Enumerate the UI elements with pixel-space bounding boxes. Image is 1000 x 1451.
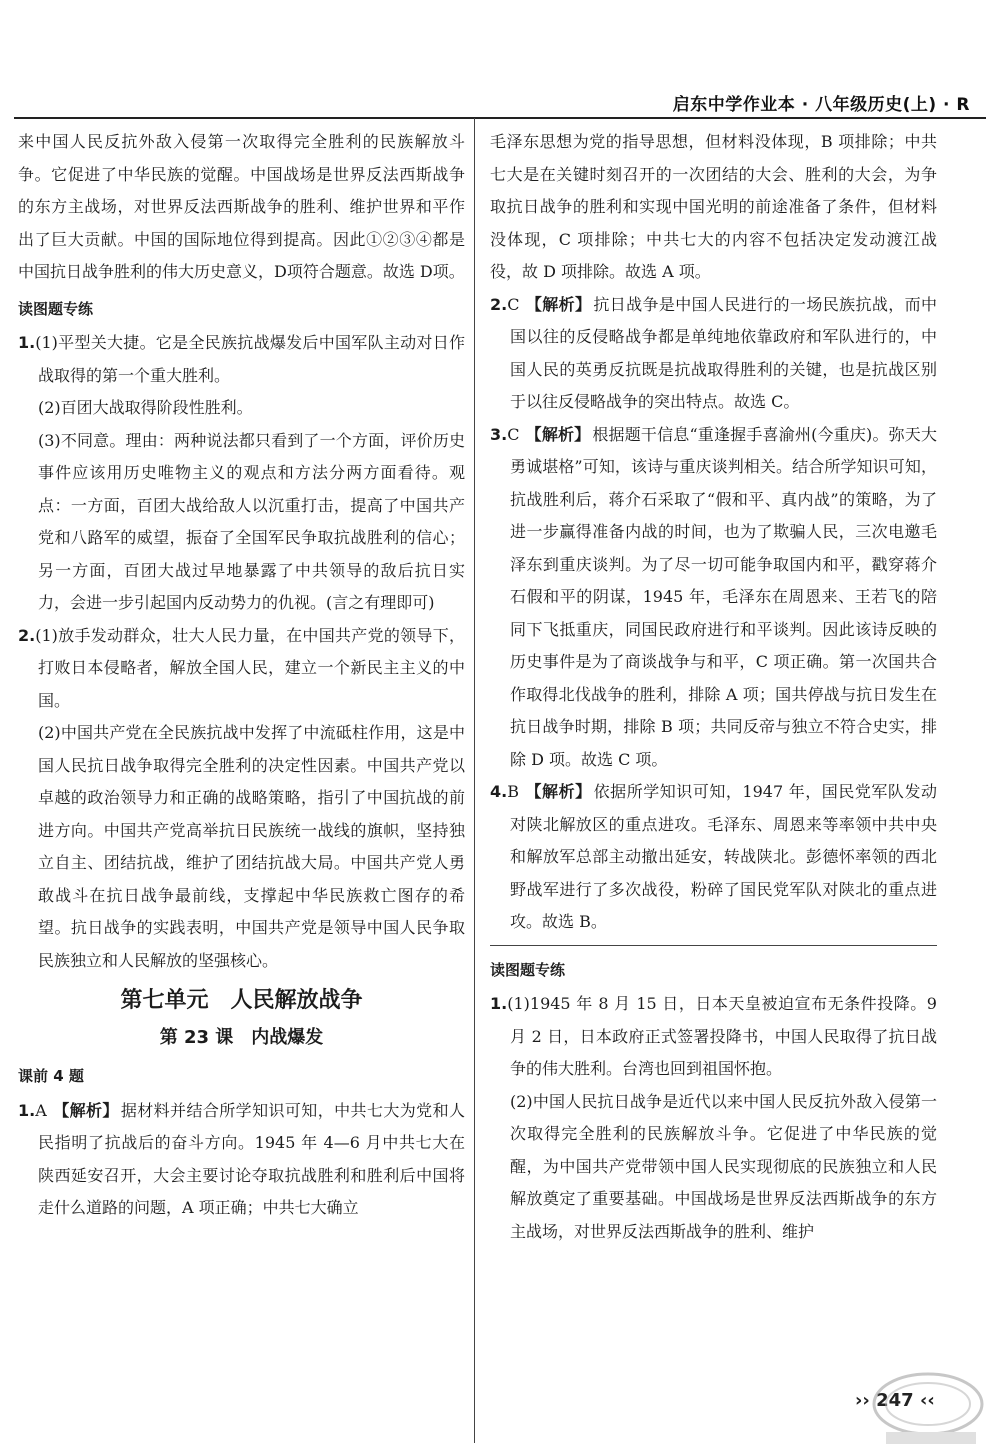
- analysis-text: 抗日战争是中国人民进行的一场民族抗战，而中国以往的反侵略战争都是单纯地依靠政府和军队进行的，中国人民的英勇反抗既是抗战取得胜利的关键，也是抗战区别于以往反侵略战争的突出特点。故选 C。: [510, 294, 937, 411]
- map-question-1-part-1: [490, 988, 937, 1086]
- answer-item-1: [18, 1095, 465, 1225]
- answer-choice: A: [35, 1100, 47, 1120]
- question-number: 1.: [490, 994, 508, 1013]
- watermark-stamp-icon: [868, 1368, 988, 1446]
- question-number: 1.: [18, 333, 36, 352]
- answer-choice: B: [507, 782, 519, 801]
- analysis-text: 根据题干信息“重逢握手喜渝州(今重庆)。弥天大勇诚堪格”可知，该诗与重庆谈判相关。结合所学知识可知，抗战胜利后，蒋介石采取了“假和平、真内战”的策略，为了进一步赢得准备内战的时间，也为了欺骗人民，三次电邀毛泽东到重庆谈判。为了尽一切可能争取国内和平，戳穿蒋介石假和平的阴谋，1945 年，毛泽东在周恩来、王若飞的陪同下飞抵重庆，同国民政府进行和平谈判。因此该诗反映的历史事件是为了商谈战争与和平，C 项正确。第一次国共合作取得北伐战争的胜利，排除 A 项；国共停战与抗日发生在抗日战争时期，排除 B 项；共同反帝与独立不符合史实，排除 D 项。故选 C 项。: [510, 424, 937, 769]
- answer-text: (1)1945 年 8 月 15 日，日本天皇被迫宣布无条件投降。9 月 2 日，日本政府正式签署投降书，中国人民取得了抗日战争的伟大胜利。台湾也回到祖国怀抱。: [507, 994, 937, 1078]
- section-heading-map-practice: 读图题专练: [490, 960, 566, 979]
- right-column: [490, 126, 937, 1436]
- answer-choice: C: [507, 294, 520, 314]
- page-header: [0, 0, 1000, 118]
- answer-choice: C: [507, 424, 520, 444]
- question-number: 3.: [490, 424, 508, 444]
- page-number: ›› 247 ‹‹: [855, 1390, 935, 1411]
- analysis-tag: 【解析】: [525, 424, 591, 444]
- answer-item-3: [490, 419, 937, 777]
- question-number: 4.: [490, 782, 508, 801]
- map-question-1-part-2: (2)中国人民抗日战争是近代以来中国人民反抗外敌入侵第一次取得完全胜利的民族解放斗争。它促进了中华民族的觉醒，为中国共产党带领中国人民实现彻底的民族独立和人民解放奠定了重要基础。中国战场是世界反法西斯战争的东方主战场，对世界反法西斯战争的胜利、维护: [510, 1091, 937, 1241]
- header-rule: [14, 117, 986, 119]
- analysis-tag: 【解析】: [525, 294, 592, 314]
- question-1-part-2: (2)百团大战取得阶段性胜利。: [38, 398, 253, 417]
- question-number: 2.: [490, 294, 508, 314]
- right-intro-paragraph: 毛泽东思想为党的指导思想，但材料没体现，B 项排除；中共七大是在关键时刻召开的一次团结的大会、胜利的大会，为争取抗日战争的胜利和实现中国光明的前途准备了条件，但材料没体现，C 项排除；中共七大的内容不包括决定发动渡江战役，故 D 项排除。故选 A 项。: [490, 132, 937, 281]
- column-divider: [474, 118, 475, 1443]
- lesson-title: 第 23 课 内战爆发: [159, 1026, 324, 1048]
- analysis-tag: 【解析】: [524, 782, 592, 801]
- answer-text: (1)平型关大捷。它是全民族抗战爆发后中国军队主动对日作战取得的第一个重大胜利。: [35, 333, 465, 385]
- question-number: 2.: [18, 625, 36, 645]
- unit-title: 第七单元 人民解放战争: [120, 988, 363, 1013]
- section-separator: [490, 945, 937, 946]
- analysis-tag: 【解析】: [52, 1100, 119, 1120]
- left-intro-paragraph: 来中国人民反抗外敌入侵第一次取得完全胜利的民族解放斗争。它促进了中华民族的觉醒。中国战场是世界反法西斯战争的东方主战场，对世界反法西斯战争的胜利、维护世界和平作出了巨大贡献。中国的国际地位得到提高。因此①②③④都是中国抗日战争胜利的伟大历史意义，D项符合题意。故选 D项。: [18, 132, 465, 281]
- header-title: 启东中学作业本 · 八年级历史(上) · R: [672, 95, 970, 115]
- analysis-text: 依据所学知识可知，1947 年，国民党军队发动对陕北解放区的重点进攻。毛泽东、周恩来等率领中共中央和解放军总部主动撤出延安，转战陕北。彭德怀率领的西北野战军进行了多次战役，粉碎了国民党军队对陕北的重点进攻。故选 B。: [510, 782, 937, 931]
- question-2-part-2: (2)中国共产党在全民族抗战中发挥了中流砥柱作用，这是中国人民抗日战争取得完全胜利的决定性因素。中国共产党以卓越的政治领导力和正确的战略策略，指引了中国抗战的前进方向。中国共产党高举抗日民族统一战线的旗帜，坚持独立自主、团结抗战，维护了团结抗战大局。中国共产党人勇敢战斗在抗日战争最前线，支撑起中华民族救亡图存的希望。抗日战争的实践表明，中国共产党是领导中国人民争取民族独立和人民解放的坚强核心。: [38, 723, 465, 970]
- section-heading-map-practice: 读图题专练: [18, 299, 94, 318]
- answer-text: (1)放手发动群众，壮大人民力量，在中国共产党的领导下，打败日本侵略者，解放全国人民，建立一个新民主主义的中国。: [35, 625, 465, 710]
- section-heading-pre-class: 课前 4 题: [18, 1067, 84, 1085]
- left-column: [18, 126, 465, 1436]
- analysis-text: 据材料并结合所学知识可知，中共七大为党和人民指明了抗战后的奋斗方向。1945 年 4—6 月中共七大在陕西延安召开，大会主要讨论夺取抗战胜利和胜利后中国将走什么道路的问题，A 项正确；中共七大确立: [38, 1100, 465, 1217]
- answer-item-4: [490, 776, 937, 939]
- question-number: 1.: [18, 1100, 36, 1120]
- question-2-part-1: [18, 620, 465, 718]
- answer-item-2: [490, 289, 937, 419]
- question-1-part-1: [18, 327, 465, 392]
- question-1-part-3: (3)不同意。理由：两种说法都只看到了一个方面，评价历史事件应该用历史唯物主义的观点和方法分两方面看待。观点：一方面，百团大战给敌人以沉重打击，提高了中国共产党和八路军的威望，振奋了全国军民争取抗战胜利的信心；另一方面，百团大战过早地暴露了中共领导的敌后抗日实力，会进一步引起国内反动势力的仇视。(言之有理即可): [38, 430, 465, 612]
